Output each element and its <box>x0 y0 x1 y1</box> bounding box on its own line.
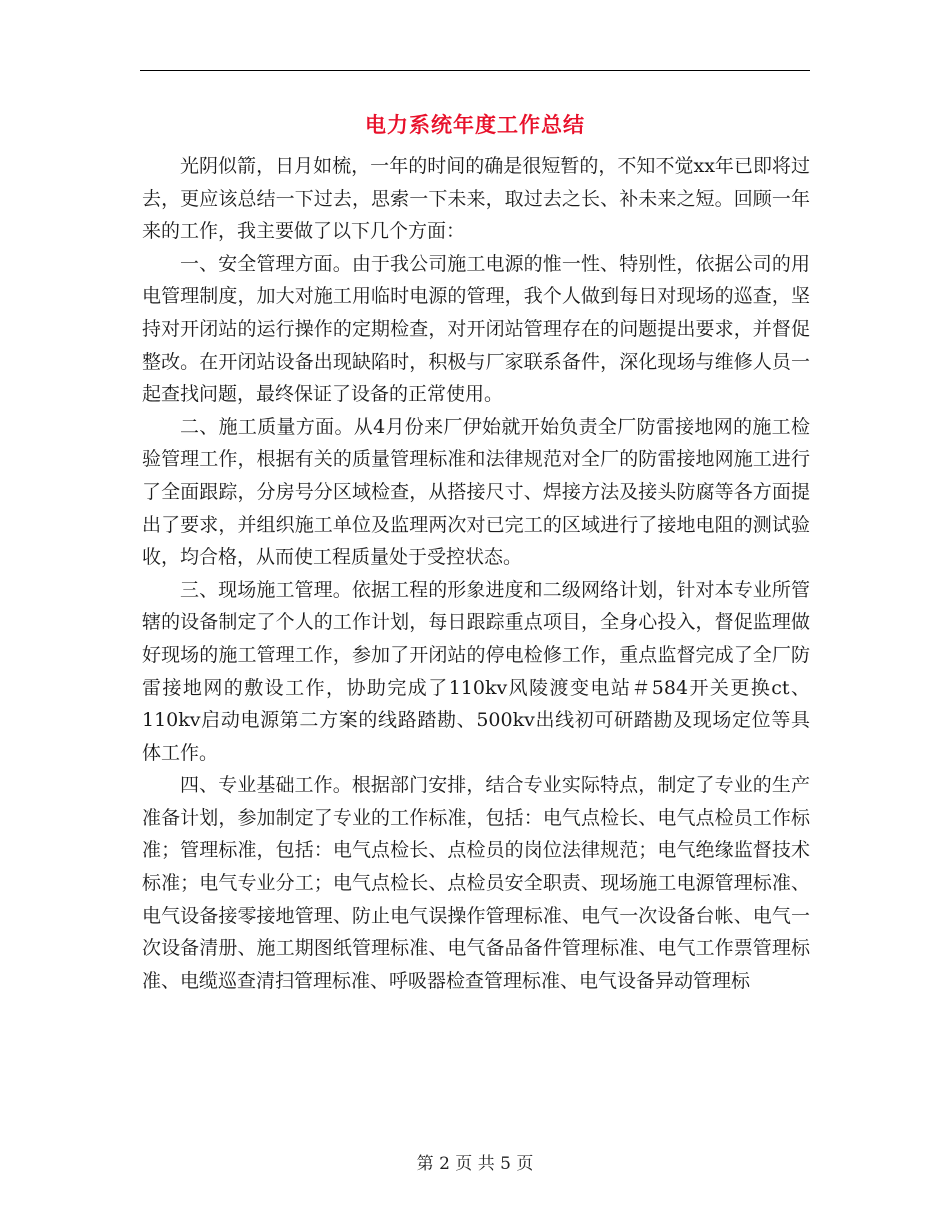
header-rule <box>140 70 810 71</box>
document-title: 电力系统年度工作总结 <box>365 112 585 137</box>
paragraph-site-management: 三、现场施工管理。依据工程的形象进度和二级网络计划，针对本专业所管辖的设备制定了个人的工作计划，每日跟踪重点项目，全身心投入，督促监理做好现场的施工管理工作，参加了开闭站的停电检修工作，重点监督完成了全厂防雷接地网的敷设工作，协助完成了110kv风陵渡变电站＃584开关更换ct、110kv启动电源第二方案的线路踏勘、500kv出线初可研踏勘及现场定位等具体工作。 <box>142 578 810 764</box>
document-body <box>142 150 810 997</box>
paragraph-safety-management: 一、安全管理方面。由于我公司施工电源的惟一性、特别性，依据公司的用电管理制度，加大对施工用临时电源的管理，我个人做到每日对现场的巡查，坚持对开闭站的运行操作的定期检查，对开闭站管理存在的问题提出要求，并督促整改。在开闭站设备出现缺陷时，积极与厂家联系备件，深化现场与维修人员一起查找问题，最终保证了设备的正常使用。 <box>142 252 810 406</box>
page-number-footer: 第 2 页 共 5 页 <box>416 1154 534 1174</box>
paragraph-professional-basics: 四、专业基础工作。根据部门安排，结合专业实际特点，制定了专业的生产准备计划，参加制定了专业的工作标准，包括：电气点检长、电气点检员工作标准；管理标准，包括：电气点检长、点检员的岗位法律规范；电气绝缘监督技术标准；电气专业分工；电气点检长、点检员安全职责、现场施工电源管理标准、电气设备接零接地管理、防止电气误操作管理标准、电气一次设备台帐、电气一次设备清册、施工期图纸管理标准、电气备品备件管理标准、电气工作票管理标准、电缆巡查清扫管理标准、呼吸器检查管理标准、电气设备异动管理标 <box>142 774 810 992</box>
paragraph-construction-quality: 二、施工质量方面。从4月份来厂伊始就开始负责全厂防雷接地网的施工检验管理工作，根据有关的质量管理标准和法律规范对全厂的防雷接地网施工进行了全面跟踪，分房号分区域检查，从搭接尺寸、焊接方法及接头防腐等各方面提出了要求，并组织施工单位及监理两次对已完工的区域进行了接地电阻的测试验收，均合格，从而使工程质量处于受控状态。 <box>142 415 810 569</box>
paragraph-intro: 光阴似箭，日月如梳，一年的时间的确是很短暂的，不知不觉xx年已即将过去，更应该总结一下过去，思索一下未来，取过去之长、补未来之短。回顾一年来的工作，我主要做了以下几个方面： <box>142 155 810 243</box>
